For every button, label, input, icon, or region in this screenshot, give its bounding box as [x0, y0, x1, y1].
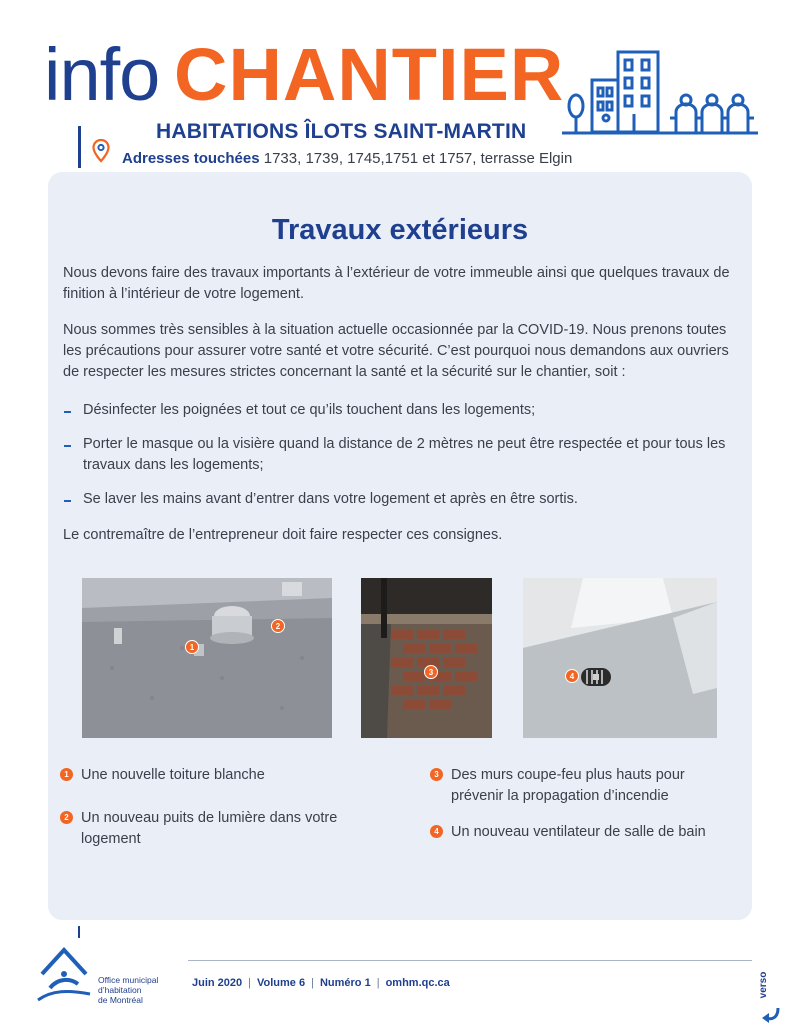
addresses-label: Adresses touchées: [122, 150, 260, 167]
addresses-value: 1733, 1739, 1745,1751 et 1757, terrasse Elgin: [263, 150, 573, 167]
map-pin-icon: [92, 139, 110, 163]
bullet-item: [63, 434, 743, 476]
website-link[interactable]: omhm.qc.ca: [385, 977, 450, 989]
legend-text: Un nouveau puits de lumière dans votre logement: [81, 810, 338, 847]
legend-item-3: [430, 765, 740, 807]
issue-volume: Volume 6: [257, 977, 306, 989]
content-panel: [48, 172, 752, 920]
dash-icon: [64, 500, 71, 502]
header-divider: [78, 126, 81, 168]
legend-item-1: [60, 765, 370, 786]
legend-item-2: [60, 808, 370, 850]
bullet-item: [63, 400, 743, 421]
photo-marker-4: 4: [565, 669, 579, 683]
turn-page-arrow-icon[interactable]: [760, 964, 790, 1024]
org-name-line: Office municipal: [98, 975, 159, 985]
closing-paragraph: Le contremaître de l’entrepreneur doit faire respecter ces consignes.: [63, 527, 503, 543]
project-subtitle: HABITATIONS ÎLOTS SAINT-MARTIN: [156, 120, 527, 143]
bullet-text: Désinfecter les poignées et tout ce qu’ils touchent dans les logements;: [83, 402, 536, 418]
footer-divider: [78, 926, 80, 938]
title-info: info: [44, 33, 160, 116]
legend-text: Des murs coupe-feu plus hauts pour prévenir la propagation d’incendie: [451, 767, 685, 804]
verso-label[interactable]: verso: [758, 971, 769, 999]
section-title: Travaux extérieurs: [271, 214, 529, 246]
covid-paragraph: Nous sommes très sensibles à la situation actuelle occasionnée par la COVID-19. Nous prenons toutes les précautions pour assurer votre santé et votre sécurité. C’est pourquoi nous demandons aux ouvriers de respecter les mesures strictes concernant la santé et la sécurité sur le chantier, soit :: [63, 322, 729, 380]
dash-icon: [64, 411, 71, 413]
photo-marker-1: 1: [185, 640, 199, 654]
intro-paragraph: Nous devons faire des travaux importants à l’extérieur de votre immeuble ainsi que quelques travaux de finition à l’intérieur de votre logement.: [63, 265, 730, 302]
legend-text: Un nouveau ventilateur de salle de bain: [451, 824, 706, 840]
bathroom-fan-photo: [523, 578, 717, 738]
buildings-people-icon: [562, 40, 758, 140]
bullet-text: Porter le masque ou la visière quand la distance de 2 mètres ne peut être respectée et pour tous les travaux dans les logements;: [83, 436, 726, 473]
omhm-name: [98, 975, 178, 1005]
photo-marker-2: 2: [271, 619, 285, 633]
org-name-line: de Montréal: [98, 995, 143, 1005]
legend-number: 2: [60, 811, 73, 824]
legend-number: 4: [430, 825, 443, 838]
dash-icon: [64, 445, 71, 447]
photo-marker-3: 3: [424, 665, 438, 679]
firewall-photo: [361, 578, 492, 738]
footer-rule: [188, 960, 752, 961]
issue-info: Juin 2020 | Volume 6 | Numéro 1 | omhm.qc.ca: [192, 977, 450, 989]
bullet-text: Se laver les mains avant d’entrer dans votre logement et après en être sortis.: [83, 491, 578, 507]
omhm-logo-icon: [34, 944, 94, 1004]
roof-photo: [82, 578, 332, 738]
issue-date: Juin 2020: [192, 977, 243, 989]
addresses-line: [122, 150, 572, 167]
legend-number: 3: [430, 768, 443, 781]
bullet-item: [63, 489, 743, 510]
legend-number: 1: [60, 768, 73, 781]
issue-number: Numéro 1: [319, 977, 371, 989]
title-chantier: CHANTIER: [174, 33, 565, 116]
legend-item-4: [430, 822, 740, 843]
org-name-line: d’habitation: [98, 985, 142, 995]
legend-text: Une nouvelle toiture blanche: [81, 767, 265, 783]
